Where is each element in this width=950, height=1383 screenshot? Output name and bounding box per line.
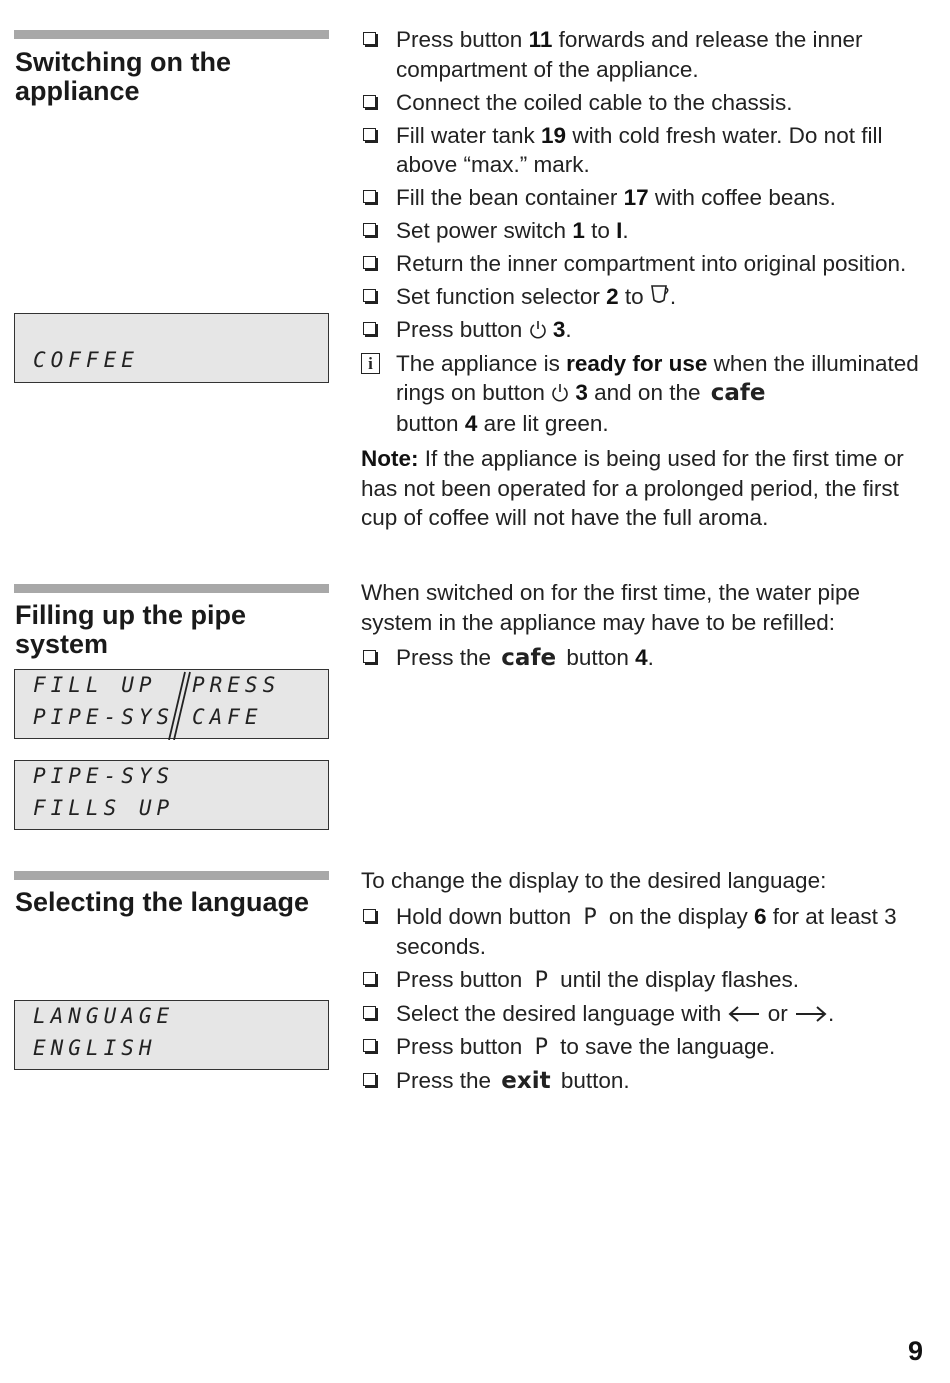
display-line-1: COFFEE [33,348,139,372]
cafe-button-label: cafe [710,380,766,406]
step-fill-water-tank: Fill water tank 19 with cold fresh water. Do not fill above “max.” mark. [361,121,936,180]
display-line-1: FILL UP [33,673,157,697]
checkbox-bullet-icon [363,32,376,45]
info-icon: i [361,353,380,374]
section-divider-switching [14,30,329,39]
step-fill-bean-container: Fill the bean container 17 with coffee beans. [361,183,936,213]
arrow-left-icon [727,1001,761,1026]
checkbox-bullet-icon [363,95,376,108]
display-line-2: ENGLISH [33,1036,157,1060]
checkbox-bullet-icon [363,223,376,236]
checkbox-bullet-icon [363,650,376,663]
section-divider-language [14,871,329,880]
step-set-power-switch: Set power switch 1 to I. [361,216,936,246]
display-line-2: PIPE-SYS [33,705,175,729]
p-button-label: P [534,968,548,993]
checkbox-bullet-icon [363,909,376,922]
cup-icon [650,284,670,309]
checkbox-bullet-icon [363,1006,376,1019]
cafe-button-label: cafe [501,645,557,671]
info-ready-for-use: i The appliance is ready for use when the illuminated rings on button 3 and on the cafe button 4 are lit green. [361,349,936,439]
page-number: 9 [908,1336,924,1366]
display-line-2: FILLS UP [33,796,175,820]
checkbox-bullet-icon [363,190,376,203]
step-save-language: Press button P to save the language. [361,1032,936,1063]
step-press-p-flash: Press button P until the display flashes. [361,965,936,996]
step-press-power-button: Press button 3. [361,315,936,345]
step-select-language: Select the desired language with or . [361,999,936,1029]
language-intro: To change the display to the desired language: [361,868,827,893]
step-connect-cable: Connect the coiled cable to the chassis. [361,88,936,118]
checkbox-bullet-icon [363,972,376,985]
display-line-1-alt: PRESS [192,673,281,697]
section-divider-filling [14,584,329,593]
step-press-button-11: Press button 11 forwards and release the inner compartment of the appliance. [361,25,936,84]
alternating-display-icon [165,670,191,743]
display-line-1: PIPE-SYS [33,764,175,788]
display-pipe-sys-fills-up [14,760,329,830]
checkbox-bullet-icon [363,1073,376,1086]
language-instructions [361,866,936,1100]
power-icon [529,317,547,342]
p-button-label: P [534,1035,548,1060]
step-press-exit: Press the exit button. [361,1066,936,1097]
p-button-label: P [583,904,597,930]
checkbox-bullet-icon [363,322,376,335]
filling-instructions [361,578,936,677]
step-hold-p: Hold down button P on the display 6 for at least 3 seconds. [361,902,936,962]
switching-instructions [361,25,936,536]
display-line-2-alt: CAFE [192,705,263,729]
checkbox-bullet-icon [363,256,376,269]
exit-button-label: exit [501,1068,551,1094]
checkbox-bullet-icon [363,1039,376,1052]
display-line-1: LANGUAGE [33,1004,175,1028]
arrow-right-icon [794,1001,828,1026]
note-first-use: Note: If the appliance is being used for the first time or has not been operated for a prolonged period, the first cup of coffee will not have the full aroma. [361,446,904,530]
display-coffee [14,313,329,383]
heading-switching: Switching on the appliance [15,47,231,106]
heading-language: Selecting the language [15,887,310,917]
checkbox-bullet-icon [363,128,376,141]
display-language-english [14,1000,329,1070]
checkbox-bullet-icon [363,289,376,302]
heading-filling: Filling up the pipe system [15,600,246,659]
filling-intro: When switched on for the first time, the water pipe system in the appliance may have to be refilled: [361,580,860,635]
power-icon [551,380,569,405]
step-press-cafe: Press the cafe button 4. [361,643,936,674]
step-return-compartment: Return the inner compartment into original position. [361,249,936,279]
step-set-function-selector: Set function selector 2 to . [361,282,936,312]
display-fill-up-press-cafe [14,669,329,739]
